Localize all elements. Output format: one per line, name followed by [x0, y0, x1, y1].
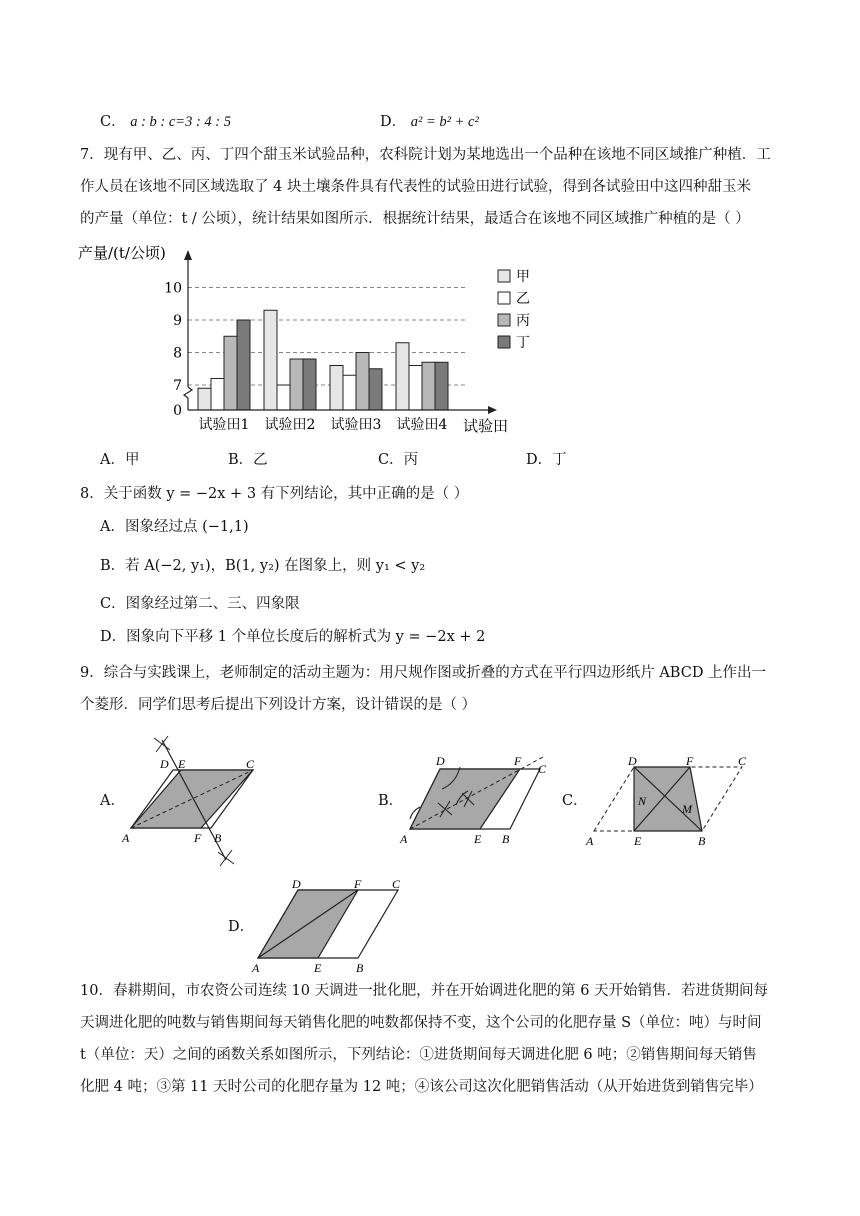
- point-m: M: [682, 802, 692, 816]
- category-label-3: 试验田3: [330, 417, 382, 433]
- bar-3-丙: [356, 353, 369, 411]
- q6-option-d-label: D．: [380, 114, 407, 130]
- q8-stem: 8．关于函数 y = −2x + 3 有下列结论，其中正确的是（ ）: [80, 486, 469, 502]
- point-c: C: [738, 755, 747, 768]
- y-tick-10: 10: [164, 280, 182, 297]
- q9-figure-b: [398, 745, 558, 855]
- x-axis-arrow: [488, 406, 497, 414]
- bar-1-丙: [224, 336, 237, 410]
- q7-line3: 的产量（单位：t / 公顷），统计结果如图所示．根据统计结果，最适合在该地不同区域推广种植的是（ ）: [80, 211, 750, 227]
- bar-3-甲: [330, 366, 343, 411]
- legend-swatch-乙: [498, 292, 510, 304]
- category-label-4: 试验田4: [396, 417, 448, 433]
- point-f: F: [514, 754, 522, 768]
- q7-line1: 7．现有甲、乙、丙、丁四个甜玉米试验品种，农科院计划为某地选出一个品种在该地不同区域推广种植．工: [80, 147, 771, 163]
- q10-line1: 10．春耕期间，市农资公司连续 10 天调进一批化肥，并在开始调进化肥的第 6 天开始销售．若进货期间每: [80, 983, 769, 999]
- q7-option-c: C．丙: [378, 452, 419, 468]
- bar-1-丁: [237, 320, 250, 410]
- q6-option-c: [100, 107, 231, 137]
- y-axis-arrow: [184, 250, 192, 260]
- bar-2-丙: [290, 359, 303, 410]
- q8-option-b: B．若 A(−2, y₁)，B(1, y₂) 在图象上，则 y₁ < y₂: [100, 558, 426, 574]
- bar-4-丙: [422, 362, 435, 410]
- bar-1-甲: [198, 388, 211, 410]
- bar-4-甲: [396, 343, 409, 410]
- q6-option-d: [380, 107, 479, 137]
- q10-line3: t（单位：天）之间的函数关系如图所示，下列结论：①进货期间每天调进化肥 6 吨；②销售期间每天销售: [80, 1047, 757, 1063]
- q6-option-c-label: C．: [100, 114, 126, 130]
- chart-ylabel: 产量/(t/公顷): [78, 244, 166, 262]
- legend-swatch-丁: [498, 336, 510, 348]
- y-tick-7: 7: [173, 378, 182, 394]
- chart-category-labels: [199, 417, 448, 433]
- point-f: F: [354, 878, 362, 891]
- y-tick-9: 9: [173, 313, 182, 329]
- point-e: E: [634, 834, 642, 848]
- point-d: D: [628, 755, 637, 768]
- legend-swatch-甲: [498, 270, 510, 282]
- point-a: A: [252, 961, 260, 974]
- point-e: E: [178, 757, 186, 771]
- bar-4-乙: [409, 366, 422, 411]
- point-b: B: [502, 832, 510, 846]
- legend-label-甲: 甲: [516, 269, 530, 285]
- q6-option-c-text: a : b : c=3 : 4 : 5: [130, 114, 232, 130]
- q9-figure-b-label: B．: [378, 793, 404, 809]
- chart-xlabel: 试验田: [463, 417, 509, 435]
- q8-option-d: D．图象向下平移 1 个单位长度后的解析式为 y = −2x + 2: [100, 629, 486, 645]
- category-label-1: 试验田1: [198, 417, 250, 433]
- legend-label-丁: 丁: [516, 335, 530, 351]
- q8-option-a: A．图象经过点 (−1,1): [100, 519, 249, 535]
- legend-label-乙: 乙: [516, 291, 530, 307]
- chart-bars: [198, 310, 448, 410]
- q9-line2: 个菱形．同学们思考后提出下列设计方案，设计错误的是（ ）: [80, 697, 477, 713]
- q9-figure-d-label: D．: [228, 919, 255, 935]
- point-b: B: [698, 834, 706, 848]
- category-label-2: 试验田2: [264, 417, 316, 433]
- chart-ticks: [164, 281, 182, 420]
- q6-option-d-text: a² = b² + c²: [410, 114, 479, 130]
- y-tick-8: 8: [173, 345, 182, 362]
- point-n: N: [638, 794, 647, 808]
- point-a: A: [400, 832, 408, 846]
- q7-option-a: A．甲: [100, 452, 140, 468]
- bar-3-乙: [343, 375, 356, 410]
- q10-line2: 天调进化肥的吨数与销售期间每天销售化肥的吨数都保持不变，这个公司的化肥存量 S（单位：吨）与时间: [80, 1015, 762, 1031]
- point-f: F: [194, 831, 202, 845]
- point-c: C: [246, 757, 255, 771]
- yield-bar-chart: [70, 238, 550, 443]
- q7-option-d: D．丁: [526, 452, 567, 468]
- point-e: E: [474, 832, 482, 846]
- point-c: C: [538, 762, 547, 776]
- bar-2-乙: [277, 385, 290, 410]
- y-tick-0: 0: [173, 403, 182, 419]
- q7-line2: 作人员在该地不同区域选取了 4 块土壤条件具有代表性的试验田进行试验，得到各试验田中这四种甜玉米: [80, 179, 751, 195]
- point-a: A: [586, 834, 594, 848]
- q9-figure-c: [582, 755, 752, 855]
- q9-figure-a-label: A．: [100, 793, 125, 809]
- point-f: F: [686, 755, 694, 768]
- point-d: D: [160, 757, 169, 771]
- point-d: D: [436, 754, 445, 768]
- bar-2-丁: [303, 359, 316, 410]
- point-b: B: [356, 961, 364, 974]
- arc-mark-bottom: [218, 850, 234, 866]
- legend-swatch-丙: [498, 314, 510, 326]
- axis-break: [184, 387, 192, 398]
- chart-legend: [498, 269, 530, 351]
- point-d: D: [292, 878, 301, 891]
- point-e: E: [314, 961, 322, 974]
- bar-2-甲: [264, 310, 277, 410]
- q10-line4: 化肥 4 吨；③第 11 天时公司的化肥存量为 12 吨；④该公司这次化肥销售活动（从开始进货到销售完毕）: [80, 1079, 763, 1095]
- point-b: B: [214, 831, 222, 845]
- q7-option-b: B．乙: [228, 452, 268, 468]
- bar-3-丁: [369, 369, 382, 410]
- point-a: A: [122, 831, 130, 845]
- q9-figure-a: [118, 730, 268, 870]
- q9-figure-c-label: C．: [562, 793, 588, 809]
- bar-4-丁: [435, 362, 448, 410]
- q9-figure-d: [246, 878, 416, 974]
- legend-label-丙: 丙: [516, 313, 530, 329]
- point-c: C: [392, 878, 401, 891]
- q9-line1: 9．综合与实践课上，老师制定的活动主题为：用尺规作图或折叠的方式在平行四边形纸片 ABCD 上作出一: [80, 665, 767, 681]
- q8-option-c: C．图象经过第二、三、四象限: [100, 596, 300, 612]
- bar-1-乙: [211, 379, 224, 411]
